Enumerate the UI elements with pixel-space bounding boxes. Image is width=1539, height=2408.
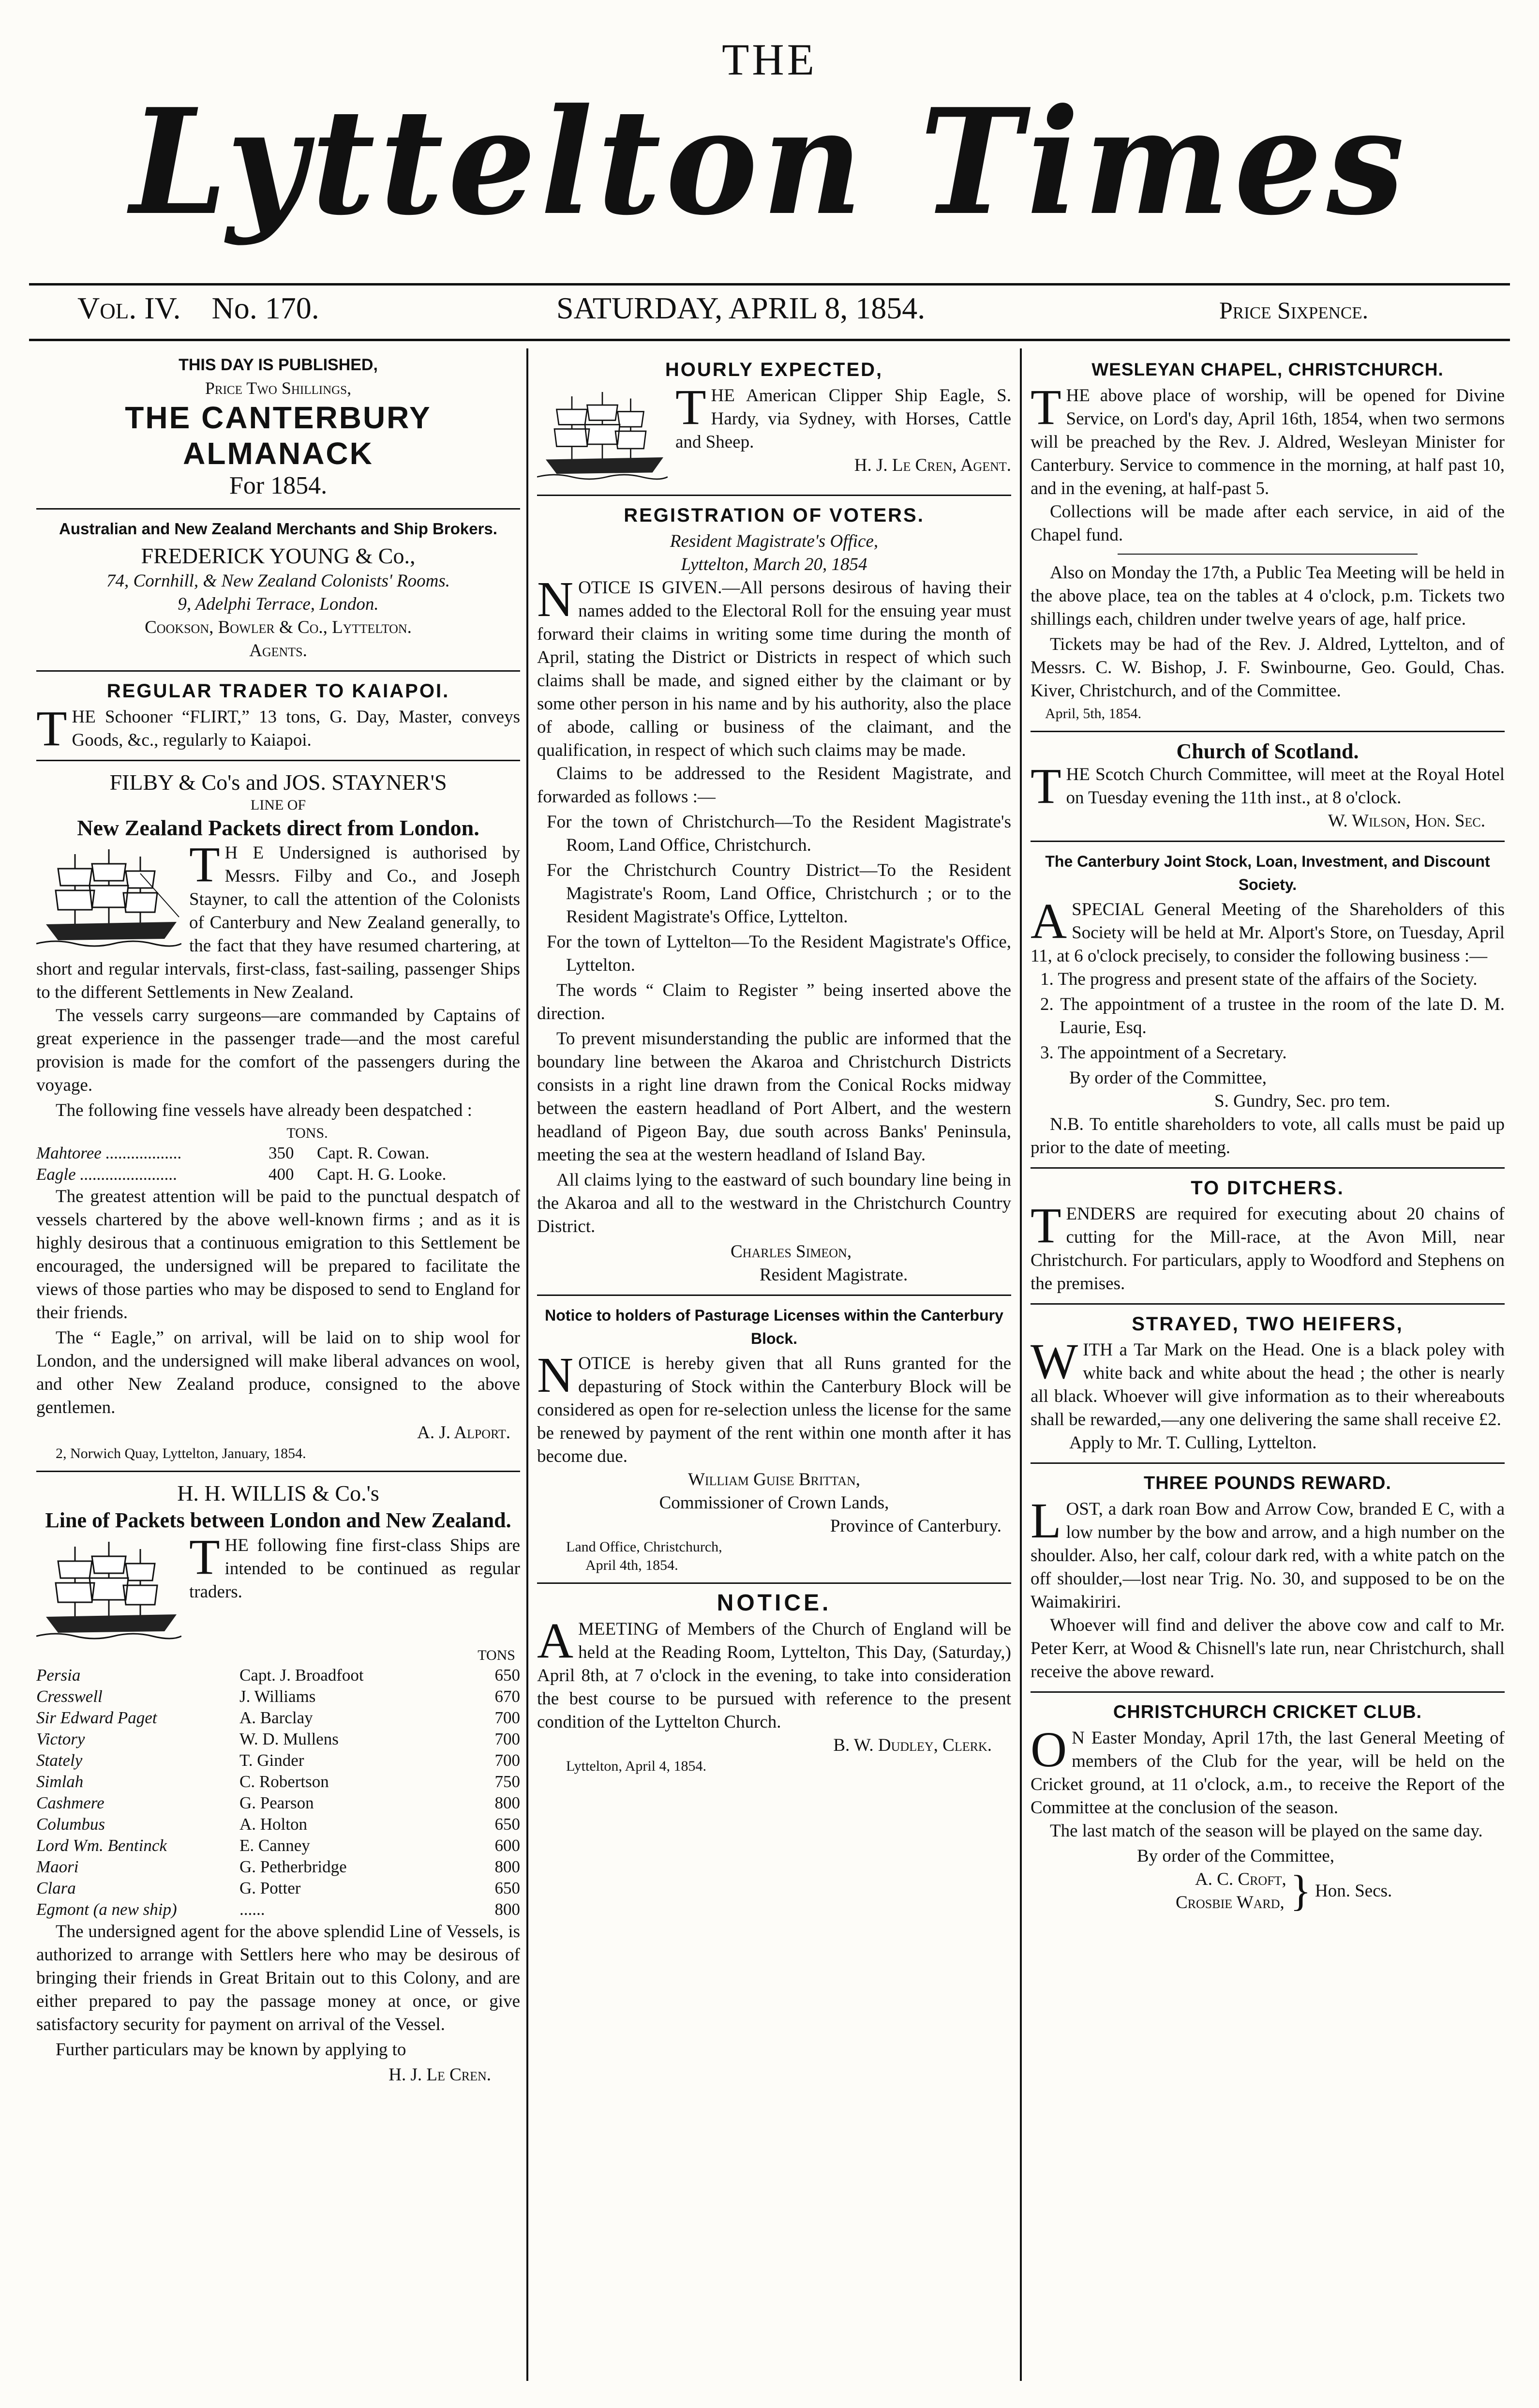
- wesleyan-p2: Collections will be made after each service, in aid of the Chapel fund.: [1031, 502, 1505, 545]
- column-divider: [1020, 348, 1022, 2381]
- jointstock-item-3: 3. The appointment of a Secretary.: [1040, 1043, 1287, 1063]
- kaiapoi-heading: REGULAR TRADER TO KAIAPOI.: [106, 680, 450, 702]
- table-row: [36, 1792, 520, 1814]
- column-divider: [526, 348, 528, 2381]
- ship-tons: 650: [494, 1815, 520, 1834]
- hourly-signature: H. J. Le Cren, Agent.: [854, 455, 1011, 475]
- young-heading: Australian and New Zealand Merchants and Ship Brokers.: [59, 520, 497, 538]
- ship-captain: Capt. R. Cowan.: [317, 1144, 430, 1162]
- heifers-heading: STRAYED, TWO HEIFERS,: [1132, 1313, 1404, 1335]
- issue-price: Price Sixpence.: [1219, 297, 1369, 324]
- ship-tons: 800: [494, 1900, 520, 1919]
- ship-tons: 750: [494, 1772, 520, 1791]
- hourly-heading: HOURLY EXPECTED,: [665, 359, 883, 380]
- ditchers-text: ENDERS are required for executing about 20 chains of cutting for the Mill-race, at the Avon Mill, near Christchurch. For particulars, apply to Woodford and Stephens on the premises.: [1031, 1204, 1505, 1294]
- drop-cap: A: [537, 1613, 574, 1669]
- ship-captain: E. Canney: [239, 1836, 310, 1855]
- reward-p2: Whoever will find and deliver the above cow and calf to Mr. Peter Kerr, at Wood & Chisnell's late run, near Christchurch, shall receive the above reward.: [1031, 1615, 1505, 1682]
- young-address-1: 74, Cornhill, & New Zealand Colonists' Rooms.: [106, 571, 450, 591]
- notice-signature: B. W. Dudley, Clerk.: [833, 1735, 992, 1755]
- table-row: [36, 1665, 520, 1686]
- column-2: [537, 353, 1011, 1776]
- divider: [1031, 1462, 1505, 1464]
- young-ad: [36, 517, 520, 662]
- ship-captain: G. Pearson: [239, 1793, 314, 1812]
- voters-p3: The words “ Claim to Register ” being inserted above the direction.: [537, 980, 1011, 1023]
- divider: [36, 508, 520, 510]
- heifers-apply: Apply to Mr. T. Culling, Lyttelton.: [1069, 1433, 1317, 1453]
- masthead-the: THE: [722, 35, 817, 84]
- divider: [36, 670, 520, 672]
- divider: [537, 495, 1011, 496]
- ship-icon: [36, 844, 181, 951]
- scotland-text: HE Scotch Church Committee, will meet at the Royal Hotel on Tuesday evening the 11th inst., at 8 o'clock.: [1066, 765, 1505, 808]
- tons-label: TONS.: [286, 1125, 328, 1141]
- ship-tons: 650: [494, 1666, 520, 1685]
- willis-p3: Further particulars may be known by applying to: [56, 2040, 406, 2060]
- wesleyan-heading: WESLEYAN CHAPEL, CHRISTCHURCH.: [1091, 360, 1444, 379]
- pasturage-notice: [537, 1304, 1011, 1575]
- wesleyan-notice: [1031, 358, 1505, 723]
- cricket-order: By order of the Committee,: [1137, 1846, 1334, 1866]
- filby-p5: The “ Eagle,” on arrival, will be laid on to ship wool for London, and the undersigned will make liberal advances on wool, and other New Zealand produce, consigned to the above gentlemen.: [36, 1328, 520, 1417]
- divider: [36, 1471, 520, 1472]
- voters-p1: OTICE IS GIVEN.—All persons desirous of having their names added to the Electoral Roll for the ensuing year must forward their claims in writing some time during the month of April, stating the District or Districts in respect of which such claims shall be made, and signed either by the claimant or by some other person in his name and by his authority, also the place of abode, calling or business of the claimant, and the qualification, in respect of which such claims may be made.: [537, 578, 1011, 760]
- voters-notice: [537, 504, 1011, 1287]
- pasturage-text: OTICE is hereby given that all Runs granted for the depasturing of Stock within the Canterbury Block will be considered as open for re-selection unless the license for the same be renewed by payment of the rent within one month after it has become due.: [537, 1354, 1011, 1466]
- heifers-text: ITH a Tar Mark on the Head. One is a black poley with white back and white about the head ; the other is nearly all black. Whoever will give information as to their whereabouts shall be rewarded,—any one delivering the same shall receive £2.: [1031, 1340, 1505, 1430]
- drop-cap: O: [1031, 1722, 1067, 1777]
- ship-name: Victory: [36, 1730, 85, 1748]
- ship-name: Persia: [36, 1666, 81, 1685]
- filby-ad: [36, 769, 520, 1463]
- ship-name: Maori: [36, 1857, 79, 1876]
- scotland-notice: [1031, 740, 1505, 833]
- divider: [1031, 731, 1505, 732]
- filby-p3: The following fine vessels have already been despatched :: [56, 1100, 472, 1120]
- drop-cap: A: [1031, 893, 1067, 949]
- wesleyan-p3: Also on Monday the 17th, a Public Tea Meeting will be held in the above place, tea on the tables at 4 o'clock, p.m. Tickets two shillings each, children under twelve years of age, half price.: [1031, 563, 1505, 629]
- wesleyan-date: April, 5th, 1854.: [1045, 706, 1142, 722]
- ship-tons: 400: [269, 1165, 294, 1184]
- voters-p2: Claims to be addressed to the Resident Magistrate, and forwarded as follows :—: [537, 764, 1011, 807]
- jointstock-nb: N.B. To entitle shareholders to vote, all calls must be paid up prior to the date of meeting.: [1031, 1114, 1505, 1158]
- newspaper-title: Lyttelton Times: [130, 76, 1409, 247]
- voters-p4: To prevent misunderstanding the public are informed that the boundary line between the Akaroa and Christchurch Districts consists in a right line drawn from the Conical Rocks midway between the eastern headland of Port Albert, and the western headland of Pigeon Bay, due south across Banks' Peninsula, meeting the sea at the western headland of Island Bay.: [537, 1029, 1011, 1165]
- table-row: [36, 1814, 520, 1835]
- scotland-heading: Church of Scotland.: [1176, 739, 1359, 763]
- cricket-p2: The last match of the season will be played on the same day.: [1050, 1821, 1483, 1841]
- almanack-year: For 1854.: [229, 472, 328, 499]
- table-row: [36, 1899, 520, 1920]
- willis-signature: H. J. Le Cren.: [388, 2065, 491, 2085]
- cricket-heading: CHRISTCHURCH CRICKET CLUB.: [1113, 1702, 1422, 1722]
- divider: [1031, 1691, 1505, 1693]
- ship-icon: [36, 1537, 181, 1643]
- divider: [1031, 1303, 1505, 1305]
- jointstock-item-1: 1. The progress and present state of the affairs of the Society.: [1040, 969, 1478, 989]
- divider: [36, 760, 520, 761]
- hourly-expected-ad: [537, 358, 1011, 487]
- voters-item-3: For the town of Lyttelton—To the Resident Magistrate's Office, Lyttelton.: [547, 932, 1011, 975]
- willis-ship-table: [36, 1665, 520, 1920]
- ship-name: Egmont (a new ship): [36, 1900, 177, 1919]
- willis-subheading: Line of Packets between London and New Zealand.: [45, 1508, 511, 1532]
- ship-tons: 600: [494, 1836, 520, 1855]
- reward-notice: [1031, 1472, 1505, 1684]
- filby-signature: A. J. Alport.: [417, 1423, 510, 1443]
- willis-heading: H. H. WILLIS & Co.'s: [177, 1481, 379, 1505]
- drop-cap: T: [189, 837, 220, 892]
- heifers-notice: [1031, 1312, 1505, 1455]
- young-address-2: 9, Adelphi Terrace, London.: [178, 594, 379, 614]
- cricket-signature-2: Crosbie Ward,: [1176, 1893, 1285, 1912]
- ship-captain: T. Ginder: [239, 1751, 304, 1770]
- divider: [537, 1294, 1011, 1296]
- ship-tons: 700: [494, 1751, 520, 1770]
- ship-captain: Capt. H. G. Looke.: [317, 1165, 447, 1184]
- divider: [537, 1582, 1011, 1584]
- voters-signature-title: Resident Magistrate.: [760, 1265, 908, 1285]
- voters-signature: Charles Simeon,: [731, 1242, 852, 1262]
- drop-cap: T: [1031, 758, 1061, 814]
- pasturage-title: Commissioner of Crown Lands,: [659, 1493, 889, 1513]
- table-row: [36, 1856, 520, 1878]
- pasturage-signature: William Guise Brittan,: [687, 1470, 861, 1490]
- filby-p1: H E Undersigned is authorised by Messrs. Filby and Co., and Joseph Stayner, to call the attention of the Colonists of Canterbury and New Zealand generally, to the fact that they have resumed chartering, at short and regular intervals, first-class, fast-sailing, passenger Ships to the different Settlements in New Zealand.: [36, 843, 520, 1002]
- notice-heading: NOTICE.: [717, 1590, 832, 1616]
- notice-date: Lyttelton, April 4, 1854.: [566, 1758, 706, 1774]
- wesleyan-p4: Tickets may be had of the Rev. J. Aldred, Lyttelton, and of Messrs. C. W. Bishop, J. F. Swinbourne, Geo. Gould, Chas. Kiver, Christchurch, and of the Committee.: [1031, 634, 1505, 701]
- ship-captain: C. Robertson: [239, 1772, 329, 1791]
- table-row: [36, 1729, 520, 1750]
- table-row: [36, 1750, 520, 1771]
- pasturage-office: Land Office, Christchurch,: [566, 1539, 722, 1555]
- ship-tons: 670: [494, 1687, 520, 1706]
- drop-cap: W: [1031, 1334, 1078, 1389]
- kaiapoi-ad: [36, 679, 520, 756]
- table-row: [36, 1878, 520, 1899]
- drop-cap: T: [36, 701, 67, 756]
- voters-heading: REGISTRATION OF VOTERS.: [624, 505, 925, 526]
- masthead-rule-bottom: [29, 339, 1510, 341]
- voters-item-2: For the Christchurch Country District—To the Resident Magistrate's Room, Land Office, Christchurch ; or to the Resident Magistrate's Office, Lyttelton.: [547, 860, 1011, 927]
- drop-cap: L: [1031, 1493, 1061, 1549]
- issue-number: No. 170.: [211, 291, 319, 325]
- ship-tons: 700: [494, 1730, 520, 1748]
- filby-address: 2, Norwich Quay, Lyttelton, January, 1854.: [56, 1445, 306, 1461]
- jointstock-order: By order of the Committee,: [1069, 1068, 1267, 1088]
- willis-ad: [36, 1480, 520, 2087]
- drop-cap: N: [537, 572, 574, 627]
- ship-captain: G. Petherbridge: [239, 1857, 347, 1876]
- voters-place: Lyttelton, March 20, 1854: [681, 555, 867, 574]
- young-agents-label: Agents.: [249, 641, 307, 661]
- jointstock-heading: The Canterbury Joint Stock, Loan, Investment, and Discount Society.: [1045, 853, 1490, 893]
- tons-label: TONS: [478, 1647, 515, 1663]
- almanack-line1: THIS DAY IS PUBLISHED,: [179, 356, 378, 374]
- filby-p2: The vessels carry surgeons—are commanded by Captains of great experience in the passenger trade—and the most careful provision is made for the comfort of the passengers during the voyage.: [36, 1006, 520, 1095]
- volume: Vol. IV.: [77, 291, 181, 325]
- pasturage-date: April 4th, 1854.: [585, 1557, 678, 1573]
- scotland-signature: W. Wilson, Hon. Sec.: [1328, 811, 1485, 831]
- column-1: [36, 353, 520, 2087]
- church-meeting-notice: [537, 1592, 1011, 1776]
- table-row: [36, 1835, 520, 1856]
- willis-p1: HE following fine first-class Ships are intended to be continued as regular traders.: [189, 1535, 520, 1602]
- filby-heading: FILBY & Co's and JOS. STAYNER'S: [109, 770, 447, 795]
- jointstock-notice: [1031, 850, 1505, 1159]
- table-row: [36, 1686, 520, 1707]
- ship-tons: 350: [269, 1144, 294, 1162]
- reward-p1: OST, a dark roan Bow and Arrow Cow, branded E C, with a low number by the bow and arrow, and a high number on the shoulder. Also, her calf, colour dark red, with a white patch on the off shoulder,—lost near Trig. No. 30, and supposed to be on the Waimakiriri.: [1031, 1499, 1505, 1612]
- kaiapoi-text: HE Schooner “FLIRT,” 13 tons, G. Day, Master, conveys Goods, &c., regularly to Kaiapoi.: [72, 707, 520, 750]
- drop-cap: T: [1031, 379, 1061, 435]
- ship-name: Stately: [36, 1751, 83, 1770]
- voters-item-1: For the town of Christchurch—To the Resident Magistrate's Room, Land Office, Christchurch.: [547, 812, 1011, 855]
- ship-name: Clara: [36, 1879, 76, 1897]
- ditchers-notice: [1031, 1176, 1505, 1295]
- masthead-rule-top: [29, 283, 1510, 286]
- ship-name: Mahtoree ..................: [36, 1144, 182, 1162]
- ship-name: Sir Edward Paget: [36, 1708, 157, 1727]
- ship-captain: Capt. J. Broadfoot: [239, 1666, 364, 1685]
- ship-tons: 650: [494, 1879, 520, 1897]
- divider: [1118, 554, 1418, 555]
- drop-cap: N: [537, 1347, 574, 1403]
- pasturage-heading: Notice to holders of Pasturage Licenses within the Canterbury Block.: [545, 1307, 1003, 1347]
- wesleyan-p1: HE above place of worship, will be opened for Divine Service, on Lord's day, April 16th, 1854, when two sermons will be preached by the Rev. J. Aldred, Wesleyan Minister for Canterbury. Service to commence in the morning, at half past 10, and in the evening, at half-past 5.: [1031, 386, 1505, 498]
- column-3: [1031, 353, 1505, 1914]
- ship-name: Eagle .......................: [36, 1165, 178, 1184]
- almanack-title: THE CANTERBURY ALMANACK: [125, 400, 432, 471]
- divider: [1031, 841, 1505, 842]
- almanack-line2: Price Two Shillings,: [205, 378, 352, 398]
- reward-heading: THREE POUNDS REWARD.: [1144, 1473, 1391, 1493]
- ship-captain: A. Barclay: [239, 1708, 313, 1727]
- cricket-p1: N Easter Monday, April 17th, the last General Meeting of members of the Club for the year, will be held on the Cricket ground, at 11 o'clock, a.m., to receive the Report of the Committee at the conclusion of the season.: [1031, 1728, 1505, 1818]
- almanack-ad: [36, 353, 520, 500]
- young-agents: Cookson, Bowler & Co., Lyttelton.: [145, 617, 412, 637]
- ship-name: Simlah: [36, 1772, 84, 1791]
- brace: }: [1290, 1867, 1311, 1915]
- table-row: [36, 1707, 520, 1729]
- ship-name: Cresswell: [36, 1687, 103, 1706]
- filby-subheading: New Zealand Packets direct from London.: [77, 815, 479, 840]
- table-row: [36, 1771, 520, 1792]
- jointstock-signature: S. Gundry, Sec. pro tem.: [1214, 1091, 1390, 1111]
- ship-captain: ......: [239, 1900, 265, 1919]
- ship-tons: 800: [494, 1857, 520, 1876]
- hourly-text: HE American Clipper Ship Eagle, S. Hardy, via Sydney, with Horses, Cattle and Sheep.: [675, 386, 1011, 452]
- ship-name: Lord Wm. Bentinck: [36, 1836, 167, 1855]
- table-row: [36, 1164, 520, 1185]
- ship-icon: [537, 387, 668, 484]
- young-name: FREDERICK YOUNG & Co.,: [141, 543, 416, 568]
- filby-line-of: LINE OF: [250, 797, 306, 813]
- filby-ship-table: [36, 1143, 520, 1185]
- ship-captain: J. Williams: [239, 1687, 316, 1706]
- ship-captain: A. Holton: [239, 1815, 307, 1834]
- ship-captain: W. D. Mullens: [239, 1730, 339, 1748]
- issue-date: SATURDAY, APRIL 8, 1854.: [556, 291, 926, 325]
- ship-tons: 800: [494, 1793, 520, 1812]
- willis-p2: The undersigned agent for the above splendid Line of Vessels, is authorized to arrange with Settlers here who may be desirous of bringing their friends in Great Britain out to this Colony, and are either prepared to pay the passage money at once, or give satisfactory security for payment on arrival of the Vessel.: [36, 1922, 520, 2034]
- volume-number: [77, 290, 319, 334]
- ship-name: Columbus: [36, 1815, 105, 1834]
- voters-p5: All claims lying to the eastward of such boundary line being in the Akaroa and all to the westward in the Christchurch Country District.: [537, 1170, 1011, 1236]
- ship-captain: G. Potter: [239, 1879, 301, 1897]
- voters-office: Resident Magistrate's Office,: [670, 531, 879, 551]
- filby-p4: The greatest attention will be paid to the punctual despatch of vessels chartered by the above well-known firms ; and as it is highly desirous that a continuous emigration to this Settlement be encouraged, the undersigned will be prepared to facilitate the views of those parties who may be disposed to send to England for their friends.: [36, 1187, 520, 1323]
- table-row: [36, 1143, 520, 1164]
- drop-cap: T: [675, 379, 706, 435]
- pasturage-province: Province of Canterbury.: [830, 1516, 1001, 1536]
- cricket-secs: Hon. Secs.: [1315, 1881, 1392, 1901]
- ship-name: Cashmere: [36, 1793, 105, 1812]
- drop-cap: T: [189, 1529, 220, 1585]
- divider: [1031, 1167, 1505, 1169]
- jointstock-p1: SPECIAL General Meeting of the Shareholders of this Society will be held at Mr. Alport's Store, on Tuesday, April 11, at 6 o'clock precisely, to consider the following business :—: [1031, 900, 1505, 966]
- drop-cap: T: [1031, 1198, 1061, 1253]
- cricket-signature-1: A. C. Croft,: [1195, 1869, 1286, 1889]
- ship-tons: 700: [494, 1708, 520, 1727]
- cricket-notice: [1031, 1701, 1505, 1914]
- cricket-signatures: [1031, 1868, 1505, 1914]
- ditchers-heading: TO DITCHERS.: [1191, 1177, 1345, 1199]
- jointstock-item-2: 2. The appointment of a trustee in the room of the late D. M. Laurie, Esq.: [1040, 994, 1505, 1038]
- notice-text: MEETING of Members of the Church of England will be held at the Reading Room, Lyttelton, This Day, (Saturday,) April 8th, at 7 o'clock in the evening, to take into consideration the best course to be pursued with reference to the present condition of the Lyttelton Church.: [537, 1619, 1011, 1732]
